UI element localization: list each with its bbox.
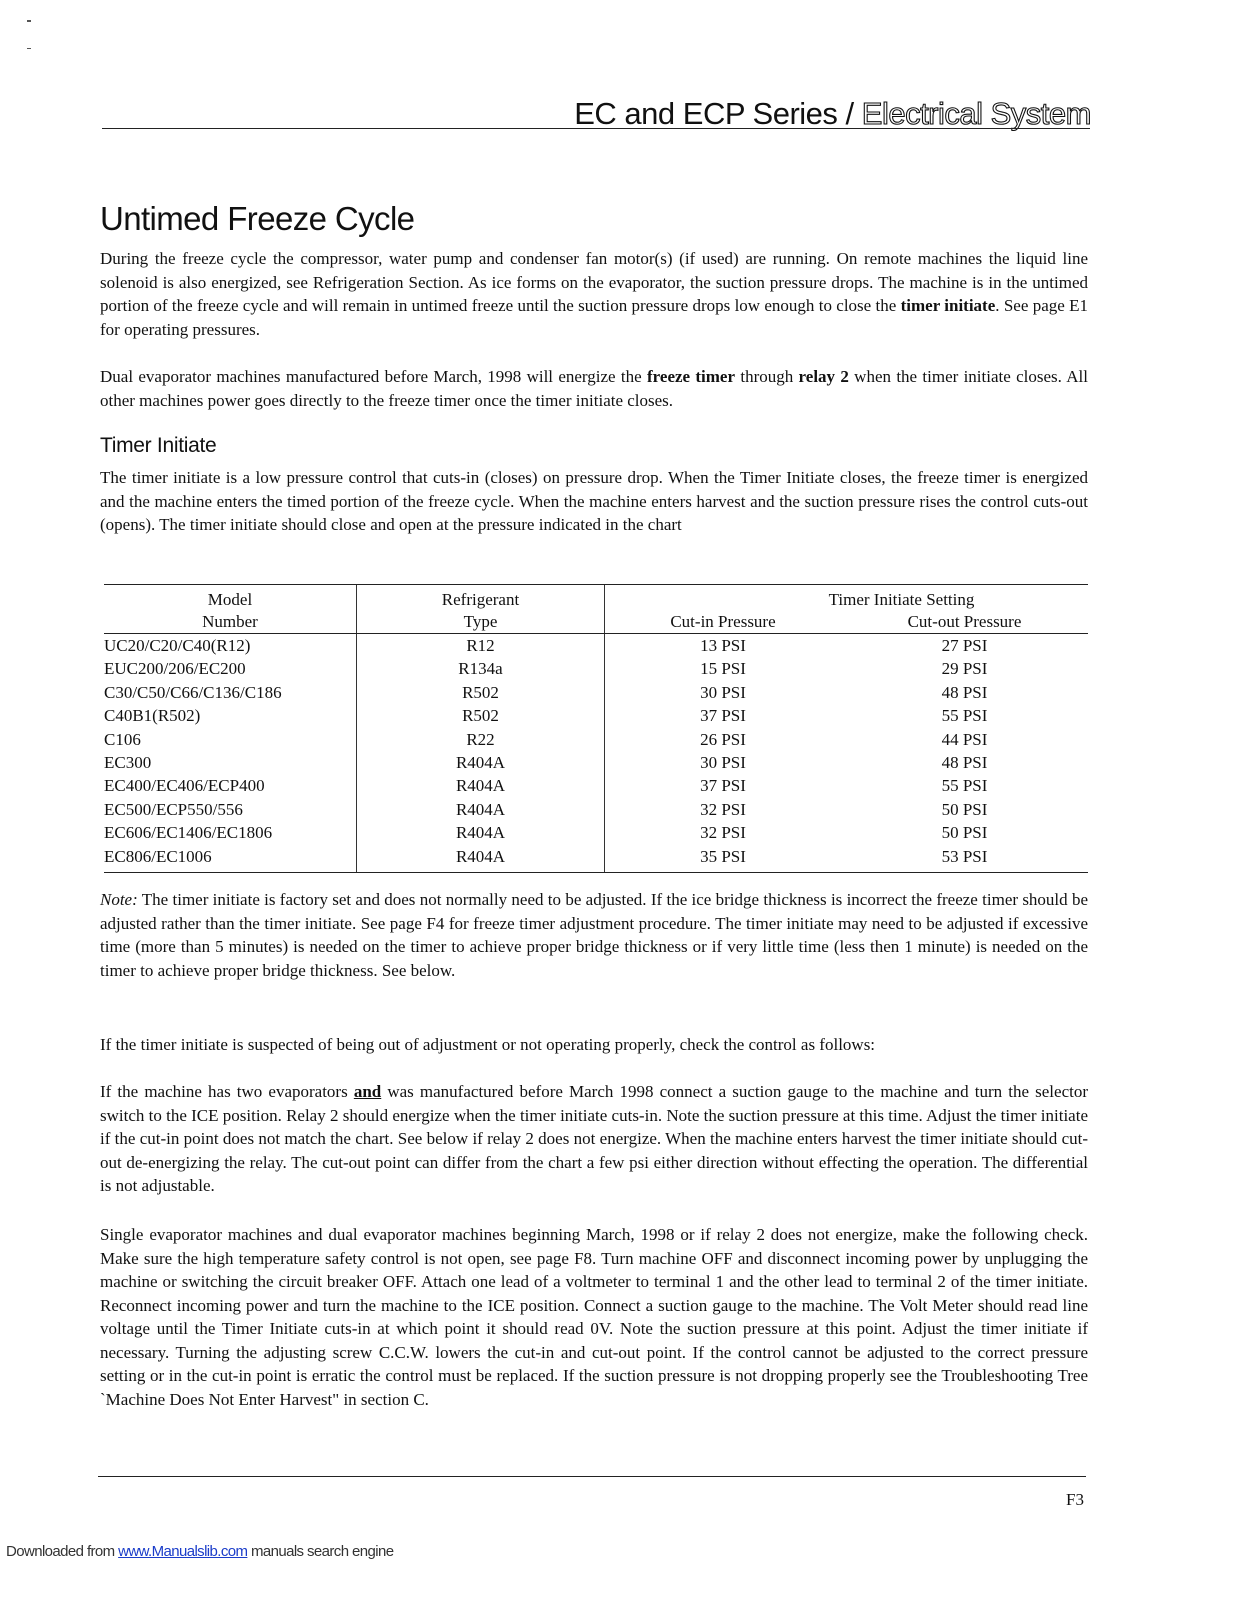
note-paragraph [100,888,1088,982]
cell-cutin: 15 PSI [605,657,842,680]
check-p1-text-a: If the machine has two evaporators [100,1082,354,1101]
download-suffix: manuals search engine [247,1543,394,1560]
para1-end: . See page E1 for operating pressures. [100,296,1088,339]
subsection-title: Timer Initiate [100,434,217,457]
para1-bold: timer initiate [900,296,996,315]
note-text: The timer initiate is factory set and does not normally need to be adjusted. If the ice bridge thickness is incorrect the freeze timer should be adjusted rather than the timer initiate. See page F4 for freeze timer adjustment procedure. The timer initiate may need to be adjusted if excessive time (more than 5 minutes) is needed on the timer to achieve proper bridge thickness or if very little time (less then 1 minute) is needed on the timer to achieve proper bridge thickness. See below. [100,890,1088,980]
cell-cutout: 48 PSI [941,682,988,702]
table-row [104,704,1088,727]
table-row [104,774,1088,797]
cell-cutout: 50 PSI [941,799,988,819]
footer-rule [98,1476,1086,1477]
header-title-prefix: EC and ECP Series / [574,96,862,131]
cell-model: EUC200/206/EC200 [104,659,246,679]
cell-model: C30/C50/C66/C136/C186 [104,682,282,702]
table-row [104,845,1088,873]
cell-model: EC300 [104,753,152,773]
scan-mark [27,20,31,22]
cell-model: EC606/EC1406/EC1806 [104,823,273,843]
table-subheader-row [104,611,1088,634]
cell-refrigerant: R134a [357,657,605,680]
table-row [104,751,1088,774]
para2-bold-relay: relay 2 [798,367,849,386]
cell-cutin: 13 PSI [605,634,842,658]
paragraph-timer-initiate: The timer initiate is a low pressure control that cuts-in (closes) on pressure drop. When the Timer Initiate closes, the freeze timer is energized and the machine enters the timed portion of the freeze cycle. When the machine enters harvest and the suction pressure rises the control cuts-out (opens). The timer initiate should close and open at the pressure indicated in the chart [100,468,1088,534]
para1-text: During the freeze cycle the compressor, water pump and condenser fan motor(s) (if used) are running. On remote machines the liquid line solenoid is also energized, see Refrigeration Section. As ice forms on the evaporator, the suction pressure drops. The machine is in the untimed portion of the freeze cycle and will remain in untimed freeze until the suction pressure drops low enough to close the [100,249,1088,315]
cell-cutout: 29 PSI [941,659,988,679]
check-paragraph-single: Single evaporator machines and dual evaporator machines beginning March, 1998 or if relay 2 does not energize, make the following check. Make sure the high temperature safety control is not open, see page F8. Turn machine OFF and disconnect incoming power by unplugging the machine or switching the circuit breaker OFF. Attach one lead of a voltmeter to terminal 1 and the other lead to terminal 2 of the timer initiate. Reconnect incoming power and turn the machine to the ICE position. Connect a suction gauge to the machine. The Volt Meter should read line voltage until the Timer Initiate cuts-in at which point it should read 0V. Note the suction pressure at this point. Adjust the timer initiate if necessary. Turning the adjusting screw C.C.W. lowers the cut-in and cut-out point. If the control cannot be adjusted to the correct pressure setting or in the cut-in point is erratic the control must be replaced. If the suction pressure is not dropping properly see the Troubleshooting Tree `Machine Does Not Enter Harvest" in section C. [100,1225,1088,1409]
cell-refrigerant: R12 [357,634,605,658]
cell-model: C40B1(R502) [104,706,201,726]
cell-cutin: 26 PSI [605,728,842,751]
paragraph-untimed-freeze [100,247,1088,341]
cell-refrigerant: R404A [357,751,605,774]
check-p1-text-b: was manufactured before March 1998 connect a suction gauge to the machine and turn the selector switch to the ICE position. Relay 2 should energize when the timer initiate cuts-in. Note the suction pressure at this time. Adjust the timer initiate if the cut-in point does not match the chart. See below if relay 2 does not energize. When the machine enters harvest the timer initiate should cut-out de-energizing the relay. The cut-out point can differ from the chart a few psi either direction without effecting the operation. The differential is not adjustable. [100,1082,1088,1195]
cell-cutout: 55 PSI [941,776,988,796]
download-notice [6,1543,393,1560]
cell-refrigerant: R502 [357,681,605,704]
para2-text-a: Dual evaporator machines manufactured before March, 1998 will energize the [100,367,647,386]
download-prefix: Downloaded from [6,1543,119,1560]
header-rule [102,128,1090,129]
para2-text-b: through [735,367,799,386]
header-model: Model [104,585,357,612]
cell-model: EC500/ECP550/556 [104,799,243,819]
header-title-outline: Electrical System [861,96,1091,131]
para2-text-c: when the timer initiate closes. All other machines power goes directly to the freeze timer once the timer initiate closes. [100,367,1088,410]
cell-refrigerant: R404A [357,845,605,873]
section-title: Untimed Freeze Cycle [100,200,415,237]
table-body [104,634,1088,873]
note-label: Note: [100,890,138,909]
cell-cutin: 32 PSI [605,821,842,844]
header-type: Type [357,611,605,634]
header-cutout: Cut-out Pressure [841,611,1088,634]
cell-cutout: 50 PSI [941,823,988,843]
header-title [574,96,1091,132]
cell-model: UC20/C20/C40(R12) [104,636,251,655]
cell-refrigerant: R502 [357,704,605,727]
check-intro: If the timer initiate is suspected of being out of adjustment or not operating properly, check the control as follows: [100,1035,876,1054]
cell-cutout: 48 PSI [941,753,988,773]
table-row [104,728,1088,751]
cell-cutin: 32 PSI [605,798,842,821]
cell-cutout: 55 PSI [941,706,988,726]
paragraph-dual-evaporator [100,365,1088,412]
table-header-row [104,585,1088,612]
manualslib-link[interactable]: www.Manualslib.com [118,1543,248,1560]
header-cutin: Cut-in Pressure [605,611,842,634]
header-refrigerant: Refrigerant [357,585,605,612]
table-row [104,657,1088,680]
table-row [104,821,1088,844]
cell-refrigerant: R22 [357,728,605,751]
cell-refrigerant: R404A [357,821,605,844]
cell-cutin: 37 PSI [605,704,842,727]
cell-cutin: 30 PSI [605,681,842,704]
cell-model: EC806/EC1006 [104,845,357,873]
cell-cutin: 35 PSI [605,845,842,873]
scan-mark [27,48,31,49]
cell-cutin: 37 PSI [605,774,842,797]
timer-initiate-table [104,584,1088,873]
cell-cutout: 44 PSI [941,729,988,749]
cell-refrigerant: R404A [357,774,605,797]
table-row [104,798,1088,821]
check-paragraph-dual [100,1080,1088,1198]
cell-cutout: 27 PSI [941,636,988,655]
para2-bold-freeze-timer: freeze timer [647,367,736,386]
table-row [104,634,1088,658]
header-setting: Timer Initiate Setting [605,585,1089,612]
cell-model: C106 [104,729,141,749]
cell-refrigerant: R404A [357,798,605,821]
cell-cutin: 30 PSI [605,751,842,774]
cell-model: EC400/EC406/ECP400 [104,776,265,796]
table-row [104,681,1088,704]
cell-cutout: 53 PSI [841,845,1088,873]
header-number: Number [104,611,357,634]
page-number: F3 [1066,1490,1084,1509]
check-p1-underline: and [353,1082,382,1101]
